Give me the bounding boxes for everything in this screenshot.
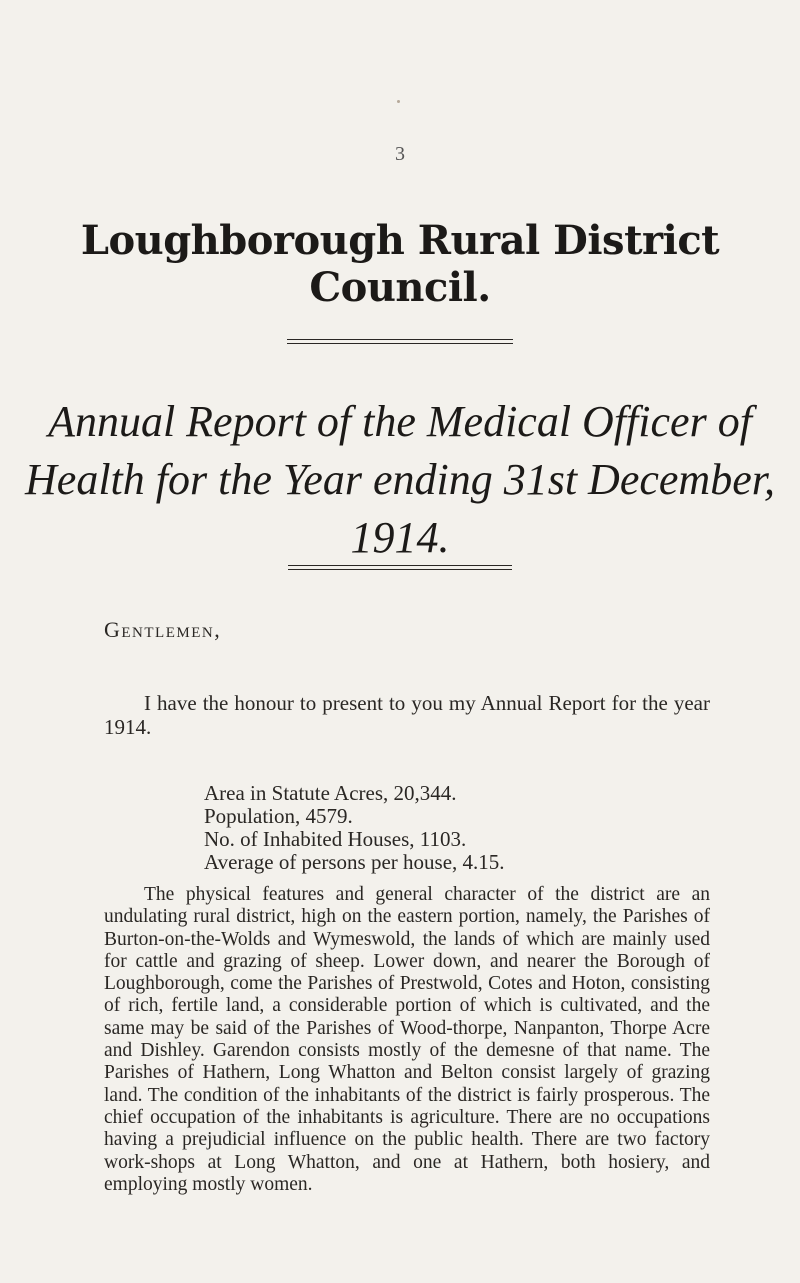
- ink-speck: [397, 100, 400, 103]
- title-rule-top: [287, 339, 513, 340]
- body-paragraph: The physical features and general character of the district are an undulating rural district, high on the eastern portion, namely, the Parishes of Burton-on-the-Wolds and Wymeswold, the lands of which are mainly used for cattle and grazing of sheep. Lower down, and nearer the Borough of Loughborough, come the Parishes of Prestwold, Cotes and Hoton, consisting of rich, fertile land, a considerable portion of which is cultivated, and the same may be said of the Parishes of Wood-thorpe, Nanpanton, Thorpe Acre and Dishley. Garendon consists mostly of the demesne of that name. The Parishes of Hathern, Long Whatton and Belton consist largely of grazing land. The condition of the inhabitants of the district is fairly prosperous. The chief occupation of the inhabitants is agriculture. There are no occupations having a prejudicial influence on the public health. There are two factory work-shops at Long Whatton, and one at Hathern, both hosiery, and employing mostly women.: [104, 884, 710, 1195]
- page-number: 3: [395, 143, 405, 165]
- stat-area: Area in Statute Acres, 20,344.: [204, 781, 457, 805]
- report-title-line-2: Health for the Year ending 31st December,: [25, 455, 775, 504]
- statistics-list: [204, 782, 505, 874]
- stat-population: Population, 4579.: [204, 804, 353, 828]
- report-title: [0, 393, 800, 567]
- salutation: Gentlemen,: [104, 617, 222, 642]
- stat-average: Average of persons per house, 4.15.: [204, 850, 505, 874]
- report-title-line-1: Annual Report of the Medical Officer of: [48, 397, 752, 446]
- report-title-line-3: 1914.: [350, 513, 450, 562]
- report-rule-bottom: [288, 569, 512, 570]
- council-title: Loughborough Rural District Council.: [80, 217, 720, 311]
- stat-houses: No. of Inhabited Houses, 1103.: [204, 827, 467, 851]
- report-rule-top: [288, 565, 512, 566]
- title-rule-bottom: [287, 343, 513, 344]
- intro-paragraph: I have the honour to present to you my Annual Report for the year 1914.: [104, 691, 710, 739]
